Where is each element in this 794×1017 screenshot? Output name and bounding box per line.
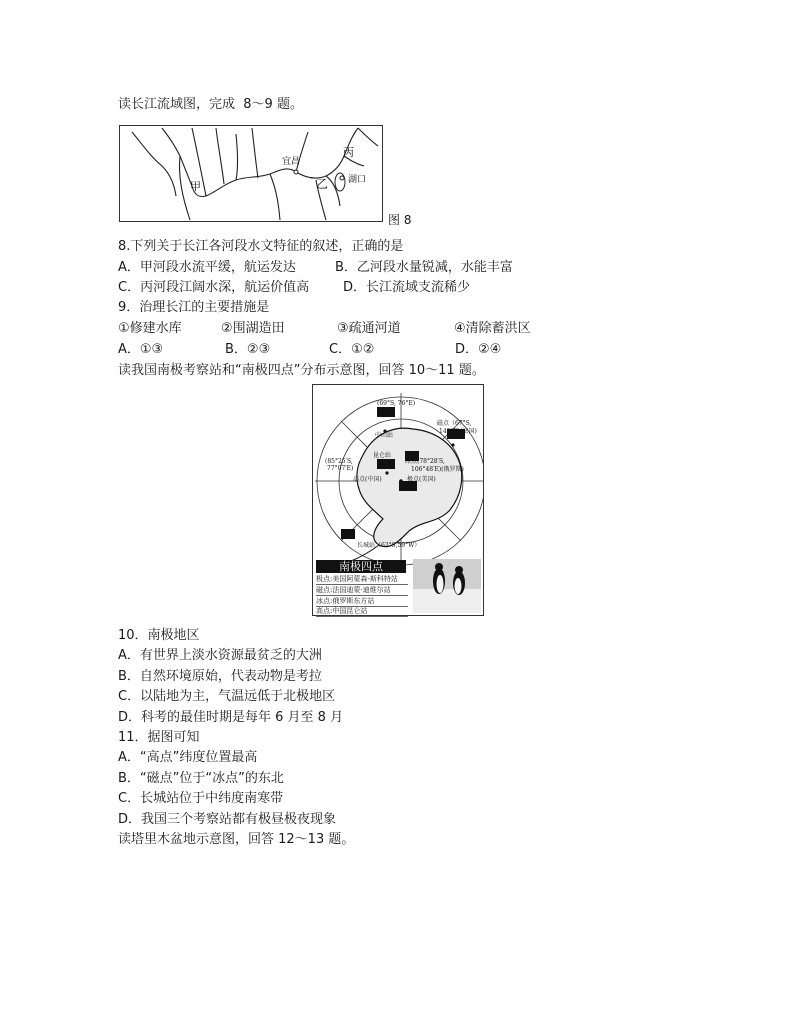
label-bing: 丙 (343, 146, 354, 159)
q8-stem: 8.下列关于长江各河段水文特征的叙述，正确的是 (118, 239, 404, 254)
q11-option-c: C．长城站位于中纬度南寒带 (118, 791, 284, 806)
figure-8-label: 图 8 (388, 213, 412, 227)
label-gaodian: 高点(中国) (353, 476, 382, 483)
label-jia: 甲 (190, 180, 201, 193)
q11-option-a: A．“高点”纬度位置最高 (118, 750, 258, 765)
legend-row-bingdian: 冰点:俄罗斯东方站 (316, 596, 408, 607)
q10-option-d: D．科考的最佳时期是每年 6 月至 8 月 (118, 710, 344, 725)
label-cidian: 磁点（67°S, (437, 420, 472, 427)
intro-yangtze: 读长江流域图，完成 8～9 题。 (118, 97, 303, 112)
label-bingdian-2: 106°48′E)(俄罗斯) (411, 466, 464, 473)
q9-measure-1: ①修建水库 (118, 321, 182, 336)
changcheng-marker (341, 529, 355, 539)
label-kunlun: 昆仑站 (373, 452, 392, 459)
legend-title: 南极四点 (316, 560, 406, 573)
q8-option-a: A．甲河段水流平缓，航运发达 (118, 260, 296, 275)
label-zhongshan-coord: (69°S, 76°E) (377, 400, 416, 407)
q10-option-a: A．有世界上淡水资源最贫乏的大洲 (118, 648, 322, 663)
q10-stem: 10．南极地区 (118, 628, 200, 643)
kunlun-marker (377, 459, 395, 469)
yichang-dot (294, 170, 298, 174)
yangtze-river-drawing (120, 126, 382, 221)
q11-option-d: D．我国三个考察站都有极昼极夜现象 (118, 812, 337, 827)
q9-option-b: B．②③ (225, 342, 271, 357)
label-kunlun-coord-1: (85°25′S, (325, 458, 353, 465)
legend-row-jidian: 极点:美国阿蒙森-斯科特站 (316, 574, 408, 585)
q11-stem: 11．据图可知 (118, 730, 200, 745)
q11-option-b: B．“磁点”位于“冰点”的东北 (118, 771, 284, 786)
label-cidian-2: 140°E)(法国) (439, 428, 477, 435)
label-jidian: 极点(美国) (407, 476, 436, 483)
q8-option-b: B．乙河段水量锐减，水能丰富 (335, 260, 513, 275)
q9-measure-4: ④清除蓄洪区 (454, 321, 531, 336)
label-bingdian: 冰点(78°28′S, (405, 458, 445, 465)
label-zhongshan: 中山站 (375, 432, 394, 439)
zhongshan-marker (377, 407, 395, 417)
intro-antarctica: 读我国南极考察站和“南极四点”分布示意图，回答 10～11 题。 (118, 363, 485, 378)
label-hukou: 湖口 (348, 175, 367, 185)
q8-option-d: D．长江流域支流稀少 (343, 280, 471, 295)
q9-option-d: D．②④ (455, 342, 502, 357)
legend-row-cidian: 磁点:法国迪蒙·迪维尔站 (316, 585, 408, 596)
q9-measure-3: ③疏通河道 (337, 321, 401, 336)
hukou-dot (340, 176, 344, 180)
q8-option-c: C．丙河段江阔水深，航运价值高 (118, 280, 310, 295)
intro-tarim: 读塔里木盆地示意图，回答 12～13 题。 (118, 832, 355, 847)
q9-option-c: C．①② (329, 342, 375, 357)
legend-row-gaodian: 高点:中国昆仑站 (316, 606, 408, 617)
q9-option-a: A．①③ (118, 342, 164, 357)
label-changcheng: 长城站（62°S,59°W） (357, 542, 421, 549)
label-yi: 乙 (316, 177, 329, 191)
q10-option-c: C．以陆地为主，气温远低于北极地区 (118, 689, 336, 704)
q9-stem: 9．治理长江的主要措施是 (118, 300, 270, 315)
label-yichang: 宜昌 (282, 157, 301, 167)
q9-measure-2: ②围湖造田 (221, 321, 285, 336)
label-kunlun-coord-2: 77°07′E) (327, 465, 354, 472)
yangtze-map (119, 125, 383, 222)
q10-option-b: B．自然环境原始，代表动物是考拉 (118, 669, 322, 684)
